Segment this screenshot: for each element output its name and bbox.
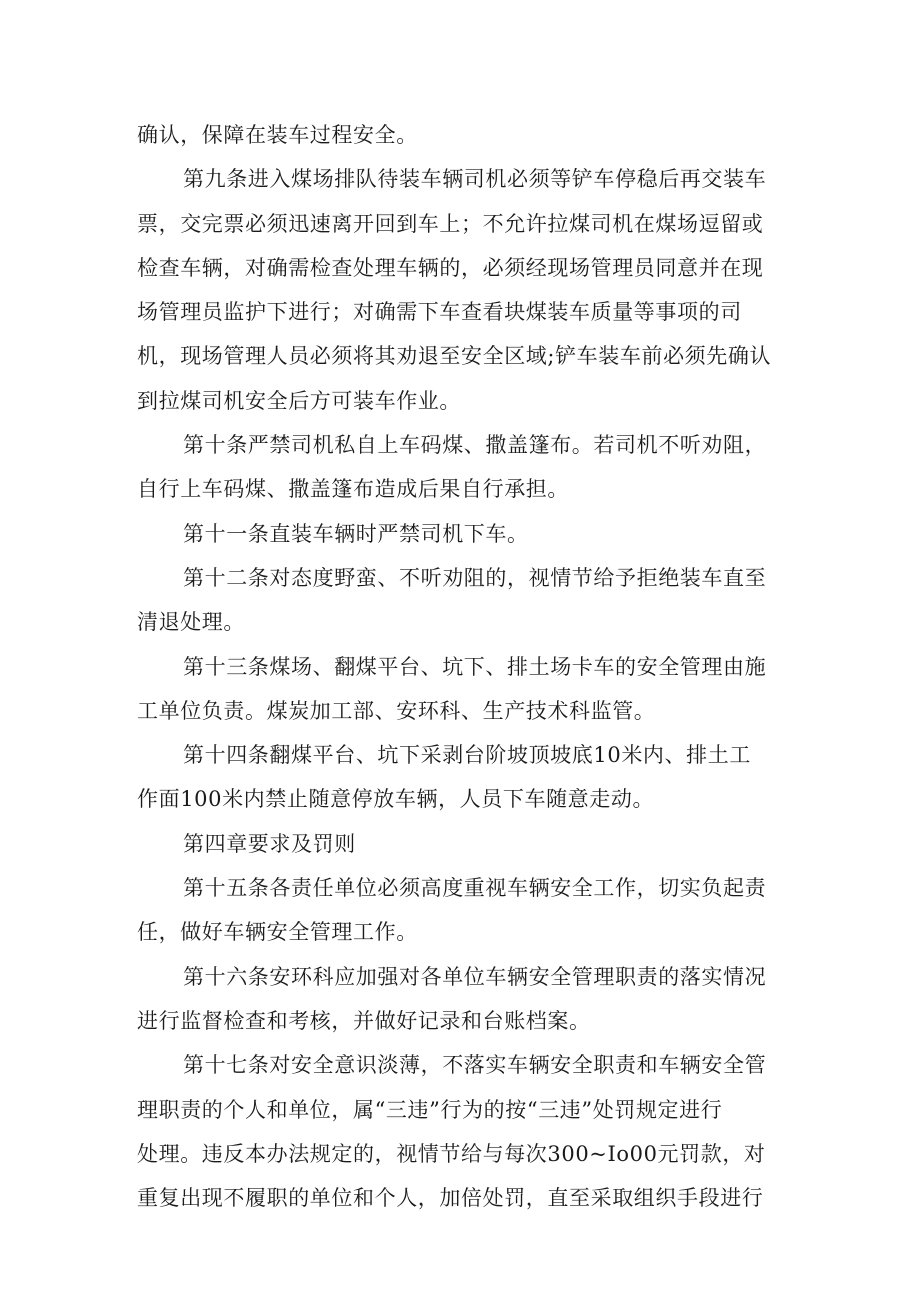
paragraph-line: 清退处理。 [137,610,245,635]
paragraph-line: 进行监督检查和考核，并做好记录和台账档案。 [137,1008,591,1033]
paragraph-line: 任，做好车辆安全管理工作。 [137,920,418,945]
paragraph-first-line: 第十三条煤场、翻煤平台、坑下、排土场卡车的安全管理由施 [183,654,767,679]
paragraph-first-line: 第九条进入煤场排队待装车辆司机必须等铲车停稳后再交装车 [183,167,767,192]
paragraph-line: 重复出现不履职的单位和个人，加倍处罚，直至采取组织手段进行 [137,1186,764,1211]
paragraph-first-line: 第十一条直装车辆时严禁司机下车。 [183,521,529,546]
paragraph-first-line: 第十五条各责任单位必须高度重视车辆安全工作，切实负起责 [183,876,767,901]
paragraph-line: 票，交完票必须迅速离开回到车上；不允许拉煤司机在煤场逗留或 [137,211,764,236]
document-body [137,113,777,1220]
paragraph-first-line: 第十条严禁司机私自上车码煤、撒盖篷布。若司机不听劝阻， [183,433,767,458]
paragraph-line: 自行上车码煤、撒盖篷布造成后果自行承担。 [137,477,569,502]
paragraph-line: 处理。违反本办法规定的，视情节给与每次300~Io00元罚款，对 [137,1141,766,1166]
paragraph-line: 确认，保障在装车过程安全。 [137,123,418,147]
paragraph-first-line: 第十六条安环科应加强对各单位车辆安全管理职责的落实情况 [183,964,767,989]
paragraph-first-line: 第四章要求及罚则 [183,831,356,856]
paragraph-line: 作面100米内禁止随意停放车辆，人员下车随意走动。 [137,787,655,812]
paragraph-line: 机，现场管理人员必须将其劝退至安全区域;铲车装车前必须先确认 [137,344,772,369]
paragraph-first-line: 第十七条对安全意识淡薄，不落实车辆安全职责和车辆安全管 [183,1053,767,1078]
paragraph-line: 检查车辆，对确需检查处理车辆的，必须经现场管理员同意并在现 [137,255,764,280]
paragraph-line: 场管理员监护下进行；对确需下车查看块煤装车质量等事项的司 [137,300,742,325]
paragraph-line: 工单位负责。煤炭加工部、安环科、生产技术科监管。 [137,698,656,723]
paragraph-first-line: 第十二条对态度野蛮、不听劝阻的，视情节给予拒绝装车直至 [183,565,767,590]
paragraph-line: 理职责的个人和单位，属“三违”行为的按“三违”处罚规定进行 [137,1097,723,1122]
paragraph-line: 到拉煤司机安全后方可装车作业。 [137,388,461,413]
paragraph-first-line: 第十四条翻煤平台、坑下采剥台阶坡顶坡底10米内、排土工 [183,743,751,768]
